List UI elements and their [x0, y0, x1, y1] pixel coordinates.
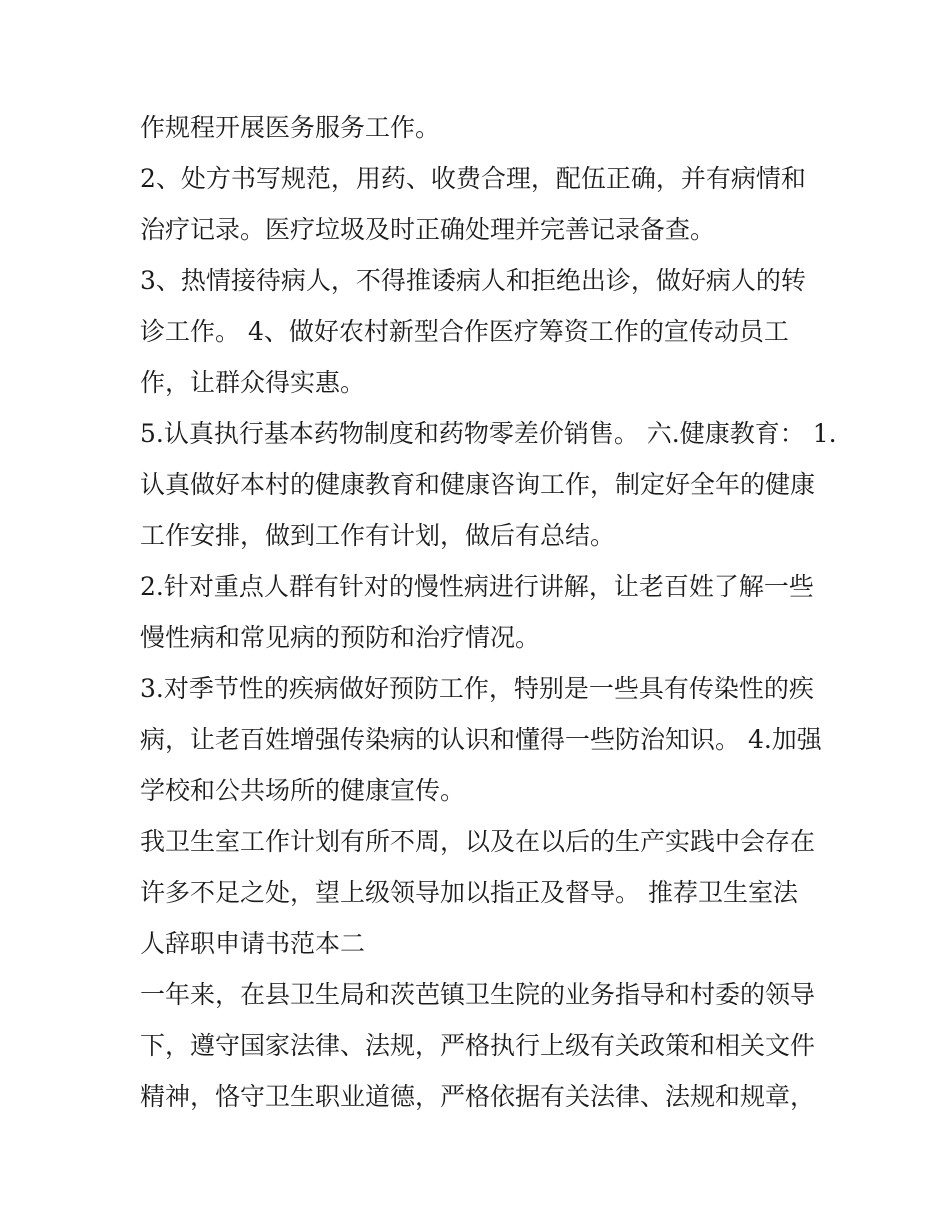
- document-body: [140, 102, 837, 1122]
- text-line: 2.针对重点人群有针对的慢性病进行讲解，让老百姓了解一些: [140, 572, 814, 601]
- text-line: 认真做好本村的健康教育和健康咨询工作，制定好全年的健康: [140, 470, 816, 499]
- text-line: 学校和公共场所的健康宣传。: [140, 776, 466, 805]
- text-line: 一年来，在县卫生局和茨芭镇卫生院的业务指导和村委的领导: [140, 980, 816, 1009]
- text-line: 慢性病和常见病的预防和治疗情况。: [140, 623, 541, 652]
- text-line: 作，让群众得实惠。: [140, 368, 366, 397]
- text-line: 病，让老百姓增强传染病的认识和懂得一些防治知识。 4.加强: [140, 725, 822, 754]
- text-line: 治疗记录。医疗垃圾及时正确处理并完善记录备查。: [140, 215, 716, 244]
- text-line: 诊工作。 4、做好农村新型合作医疗筹资工作的宣传动员工: [140, 317, 789, 346]
- text-line: 我卫生室工作计划有所不周，以及在以后的生产实践中会存在: [140, 827, 816, 856]
- text-line: 人辞职申请书范本二: [140, 929, 366, 958]
- text-line: 作规程开展医务服务工作。: [140, 113, 441, 142]
- text-line: 下，遵守国家法律、法规，严格执行上级有关政策和相关文件: [140, 1031, 816, 1060]
- text-line: 工作安排，做到工作有计划，做后有总结。: [140, 521, 616, 550]
- text-line: 许多不足之处，望上级领导加以指正及督导。 推荐卫生室法: [140, 878, 798, 907]
- text-line: 精神，恪守卫生职业道德，严格依据有关法律、法规和规章，: [140, 1082, 816, 1111]
- text-line: 2、处方书写规范，用药、收费合理，配伍正确，并有病情和: [140, 164, 806, 193]
- text-line: 3、热情接待病人，不得推诿病人和拒绝出诊，做好病人的转: [140, 266, 806, 295]
- text-line: 5.认真执行基本药物制度和药物零差价销售。 六.健康教育： 1.: [140, 419, 837, 448]
- text-line: 3.对季节性的疾病做好预防工作，特别是一些具有传染性的疾: [140, 674, 814, 703]
